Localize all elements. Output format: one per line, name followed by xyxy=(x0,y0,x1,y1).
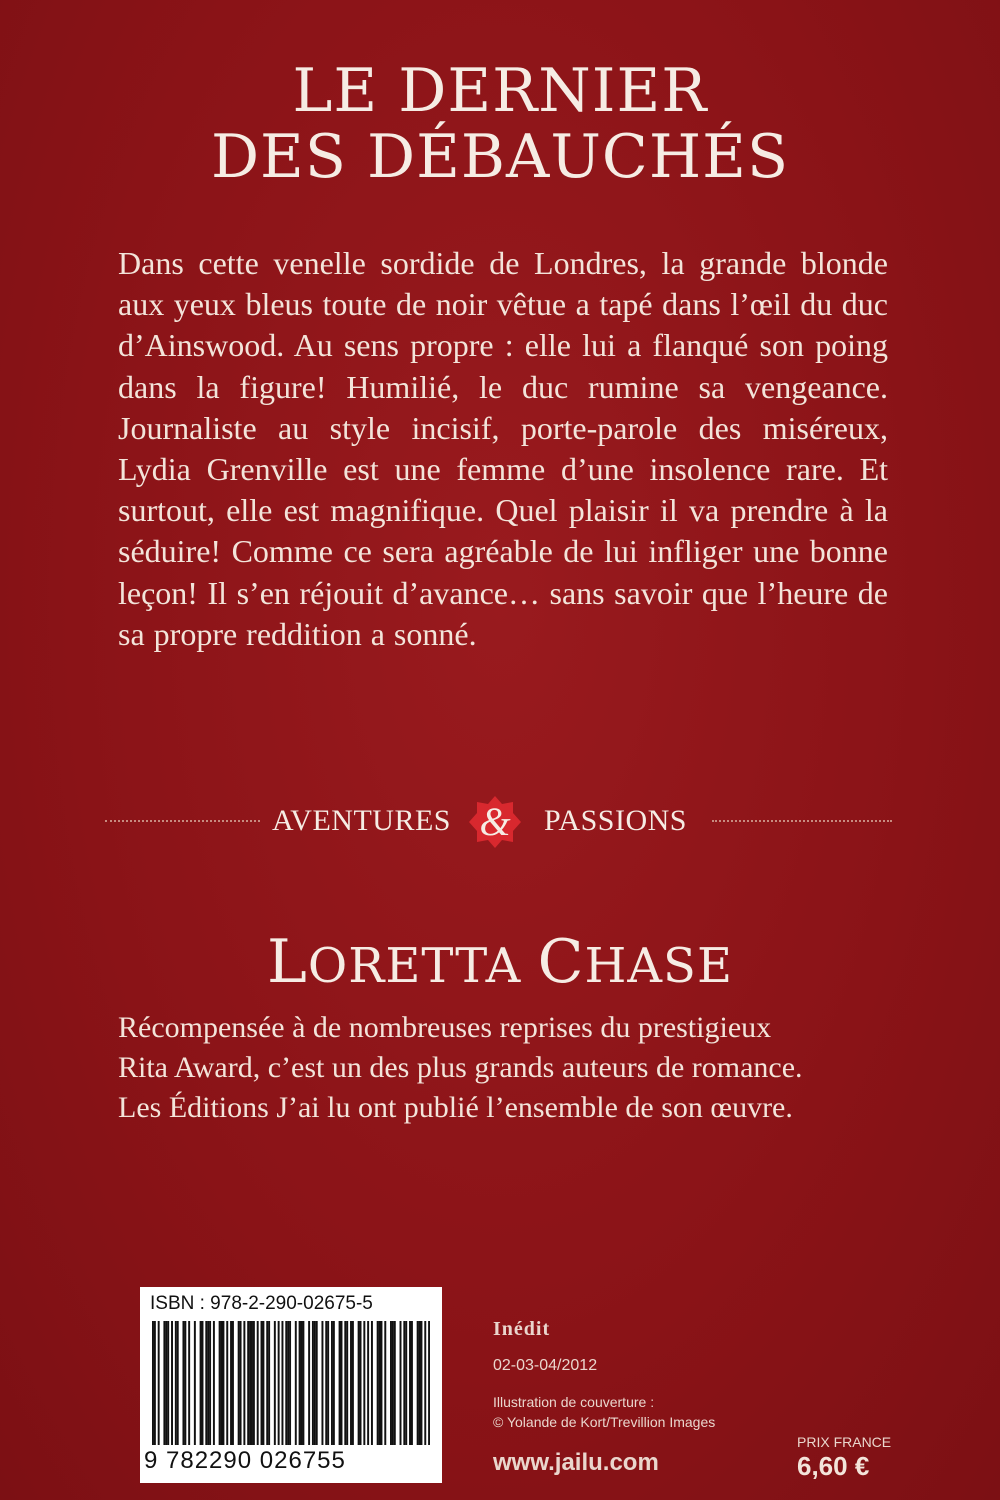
ampersand-symbol: & xyxy=(479,799,511,844)
date-code: 02-03-04/2012 xyxy=(493,1357,598,1374)
price-value: 6,60 € xyxy=(797,1451,870,1481)
collection-banner xyxy=(0,800,1000,842)
author-first-initial: L xyxy=(267,927,308,997)
author-last-initial: C xyxy=(537,927,585,997)
ampersand-badge-icon xyxy=(467,794,523,850)
isbn-label: ISBN : 978-2-290-02675-5 xyxy=(150,1293,373,1314)
author-last-rest: HASE xyxy=(584,938,733,994)
collection-divider-left xyxy=(105,820,260,822)
collection-word-passions: PASSIONS xyxy=(544,804,687,837)
author-first-rest: ORETTA xyxy=(307,938,522,994)
bio-line-1: Récompensée à de nombreuses reprises du prestigieux xyxy=(118,1011,772,1044)
synopsis-text: Dans cette venelle sordide de Londres, la grande blonde aux yeux bleus toute de noir vêtue a tapé dans l’œil du duc d’Ainswood. Au sens propre : elle lui a flanqué son poing dans la figure! Humilié, le duc rumine sa vengeance. Journaliste au style incisif, porte-parole des miséreux, Lydia Grenville est une femme d’une insolence rare. Et surtout, elle est magnifique. Quel plaisir il va prendre à la séduire! Comme ce sera agréable de lui infliger une bonne leçon! Il s’en réjouit d’avance… sans savoir que l’heure de sa propre reddition a sonné. xyxy=(118,245,888,652)
barcode-bars xyxy=(152,1321,430,1445)
publisher-website: www.jailu.com xyxy=(493,1449,659,1476)
ean-digits: 9 782290 026755 xyxy=(144,1447,346,1474)
collection-divider-right xyxy=(712,820,892,822)
bio-line-3: Les Éditions J’ai lu ont publié l’ensemble de son œuvre. xyxy=(118,1091,793,1124)
title-line-1: LE DERNIER xyxy=(292,56,708,126)
barcode-panel xyxy=(140,1287,442,1483)
edition-status: Inédit xyxy=(493,1318,551,1340)
illustration-credit: © Yolande de Kort/Trevillion Images xyxy=(493,1414,716,1430)
author-bio xyxy=(118,1008,898,1128)
illustration-credit-heading: Illustration de couverture : xyxy=(493,1394,655,1410)
book-title xyxy=(0,58,1000,190)
author-name xyxy=(0,927,1000,997)
price-label: PRIX FRANCE xyxy=(797,1434,892,1450)
bio-line-2: Rita Award, c’est un des plus grands auteurs de romance. xyxy=(118,1051,803,1084)
title-line-2: DES DÉBAUCHÉS xyxy=(210,122,790,192)
collection-word-aventures: AVENTURES xyxy=(272,804,451,837)
